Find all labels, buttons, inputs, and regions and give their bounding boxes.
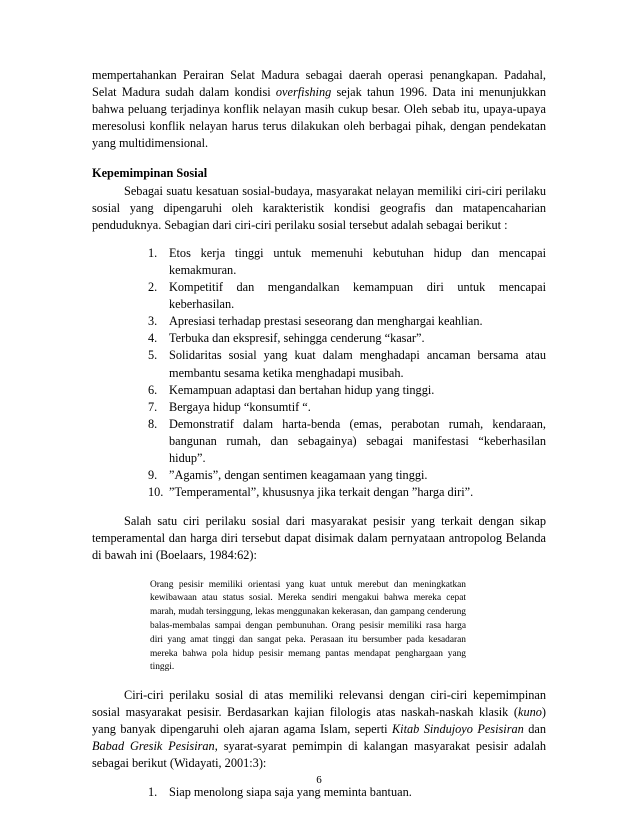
closing-paragraph	[92, 687, 546, 772]
list-text: Kompetitif dan mengandalkan kemampuan diri untuk mencapai keberhasilan.	[169, 280, 546, 312]
list-number: 2.	[148, 280, 158, 295]
list-number: 7.	[148, 399, 158, 414]
list-number: 3.	[148, 314, 158, 329]
list-text: Apresiasi terhadap prestasi seseorang dan menghargai keahlian.	[169, 314, 483, 329]
closing-italic-kuno: kuno	[517, 705, 542, 720]
closing-italic-kitab: Kitab Sindujoyo Pesisiran	[391, 722, 524, 737]
closing-italic-babad: Babad Gresik Pesisiran	[92, 739, 215, 754]
list-number: 10.	[148, 485, 164, 500]
list-item	[92, 279, 546, 313]
list-text: Kemampuan adaptasi dan bertahan hidup yang tinggi.	[169, 382, 435, 397]
list-item	[92, 330, 546, 347]
list-item	[92, 467, 546, 484]
list-text: Etos kerja tinggi untuk memenuhi kebutuhan hidup dan mencapai kemakmuran.	[169, 245, 546, 277]
closing-text-4: , syarat-syarat pemimpin di kalangan masyarakat pesisir adalah sebagai berikut (Widayati, 2001:3):	[92, 739, 546, 771]
intro-italic-term: overfishing	[275, 85, 332, 100]
list-item	[92, 347, 546, 381]
intro-paragraph	[92, 67, 546, 152]
list-text: Solidaritas sosial yang kuat dalam menghadapi ancaman bersama atau membantu sesama ketika menghadapi musibah.	[169, 348, 546, 380]
list-number: 5.	[148, 348, 158, 363]
block-quote: Orang pesisir memiliki orientasi yang kuat untuk merebut dan meningkatkan kewibawaan atau status sosial. Mereka sendiri mengakui bahwa mereka cepat marah, mudah tersinggung, lekas menggunakan kekerasan, dan gampang cenderung balas-membalas sampai dengan pembunuhan. Orang pesisir memiliki rasa harga diri yang amat tinggi dan sangat peka. Perasaan itu bersumber pada kesadaran mereka bahwa pola hidup pesisir memang pantas mendapat penghargaan yang tinggi.	[150, 579, 466, 673]
list-number: 1.	[148, 784, 158, 799]
closing-text-1: Ciri-ciri perilaku sosial di atas memiliki relevansi dengan ciri-ciri kepemimpinan sosial masyarakat pesisir. Berdasarkan kajian filologis atas naskah-naskah klasik (	[92, 688, 546, 720]
document-page	[92, 67, 546, 801]
list-item	[92, 416, 546, 467]
list-item	[92, 484, 546, 501]
list-item	[92, 382, 546, 399]
list-text: Bergaya hidup “konsumtif “.	[169, 399, 311, 414]
list-text: ”Temperamental”, khususnya jika terkait dengan ”harga diri”.	[169, 485, 474, 500]
closing-text-2: ) yang banyak dipengaruhi oleh ajaran agama Islam, seperti	[92, 705, 546, 737]
list-text: Demonstratif dalam harta-benda (emas, perabotan rumah, kendaraan, bangunan rumah, dan sebagainya) sebagai manifestasi “keberhasilan hidup”.	[169, 416, 546, 465]
page-number: 6	[316, 774, 322, 786]
section-paragraph: Sebagai suatu kesatuan sosial-budaya, masyarakat nelayan memiliki ciri-ciri perilaku sosial yang dipengaruhi oleh karakteristik kondisi geografis dan matapencaharian penduduknya. Sebagian dari ciri-ciri perilaku sosial tersebut adalah sebagai berikut :	[92, 183, 546, 232]
list-item	[92, 313, 546, 330]
list-number: 6.	[148, 382, 158, 397]
list-text: Terbuka dan ekspresif, sehingga cenderung “kasar”.	[169, 331, 425, 346]
list-text: Siap menolong siapa saja yang meminta bantuan.	[169, 784, 412, 799]
list-item	[92, 784, 546, 801]
leader-list	[92, 784, 546, 801]
list-number: 1.	[148, 245, 158, 260]
intro-text-2: sejak tahun 1996. Data ini menunjukkan bahwa peluang terjadinya konflik nelayan masih cukup besar. Oleh sebab itu, upaya-upaya meresolusi konflik nelayan harus terus dilakukan oleh berbagai pihak, dengan pendekatan yang multidimensional.	[92, 85, 546, 151]
traits-list	[92, 245, 546, 501]
list-item	[92, 245, 546, 279]
list-number: 8.	[148, 416, 158, 431]
list-number: 9.	[148, 468, 158, 483]
list-item	[92, 399, 546, 416]
section-heading: Kepemimpinan Sosial	[92, 166, 208, 181]
quote-intro-paragraph: Salah satu ciri perilaku sosial dari masyarakat pesisir yang terkait dengan sikap temperamental dan harga diri tersebut dapat disimak dalam pernyataan antropolog Belanda di bawah ini (Boelaars, 1984:62):	[92, 514, 546, 563]
list-number: 4.	[148, 331, 158, 346]
list-text: ”Agamis”, dengan sentimen keagamaan yang tinggi.	[169, 468, 428, 483]
intro-text-1: mempertahankan Perairan Selat Madura sebagai daerah operasi penangkapan. Padahal, Selat Madura sudah dalam kondisi	[92, 68, 546, 100]
closing-text-3: dan	[523, 722, 546, 737]
